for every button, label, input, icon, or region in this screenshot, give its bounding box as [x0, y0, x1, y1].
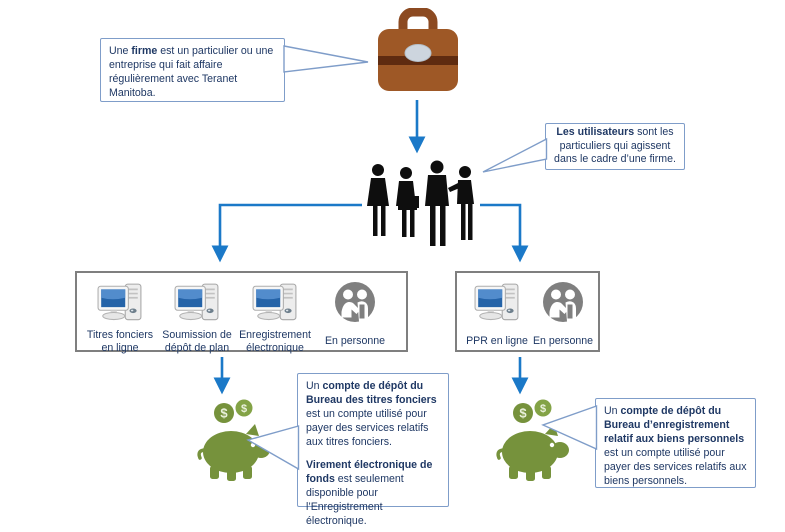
callout-ppr-account	[595, 398, 756, 488]
in-person-icon	[541, 280, 585, 328]
callout-firm	[100, 38, 285, 102]
in-person-icon	[333, 280, 377, 328]
service-label: En personne	[324, 335, 386, 347]
callout-lto-paragraph-2: Virement électronique de fonds est seulement disponible pour l’Enregistrement électronique.	[306, 458, 433, 527]
service-soumission-depot-plan	[157, 280, 237, 354]
callout-lto-paragraph-1: Un compte de dépôt du Bureau des titres fonciers est un compte utilisé pour payer des services relatifs aux titres fonciers.	[306, 380, 437, 448]
service-en-personne	[529, 280, 597, 348]
computer-icon	[252, 280, 298, 328]
service-en-personne	[315, 280, 395, 348]
service-ppr-en-ligne	[462, 280, 532, 348]
service-enregistrement-electronique	[235, 280, 315, 354]
ppr-services-box	[455, 271, 600, 352]
computer-icon	[174, 280, 220, 328]
service-label: En personne	[532, 335, 594, 347]
computer-icon	[474, 280, 520, 328]
arrow-users-to-ppr	[480, 205, 520, 259]
callout-firm-text: Une firme est un particulier ou une entreprise qui fait affaire régulièrement avec Teranet Manitoba.	[109, 45, 274, 99]
arrow-users-to-land-titles	[220, 205, 362, 259]
callout-lto-account	[297, 373, 449, 527]
service-label: Titres fonciers en ligne	[86, 329, 154, 354]
callout-users-text: Les utilisateurs sont les particuliers qui agissent dans le cadre d’une firme.	[554, 125, 676, 166]
people-group-icon	[362, 158, 480, 252]
service-label: PPR en ligne	[466, 335, 528, 347]
piggy-bank-icon	[492, 398, 574, 482]
service-titres-fonciers-en-ligne	[82, 280, 158, 354]
piggy-bank-icon	[193, 398, 275, 482]
callout-users-tail	[483, 139, 547, 172]
service-label: Soumission de dépôt de plan	[162, 329, 232, 354]
computer-icon	[97, 280, 143, 328]
land-titles-services-box	[75, 271, 408, 352]
briefcase-icon	[372, 8, 464, 96]
service-label: Enregistrement électronique	[239, 329, 311, 354]
callout-ppr-text: Un compte de dépôt du Bureau d’enregistrement relatif aux biens personnels est un compte utilisé pour payer des services relatifs aux biens personnels.	[604, 405, 747, 487]
callout-users	[545, 123, 685, 170]
callout-firm-tail	[284, 46, 368, 72]
